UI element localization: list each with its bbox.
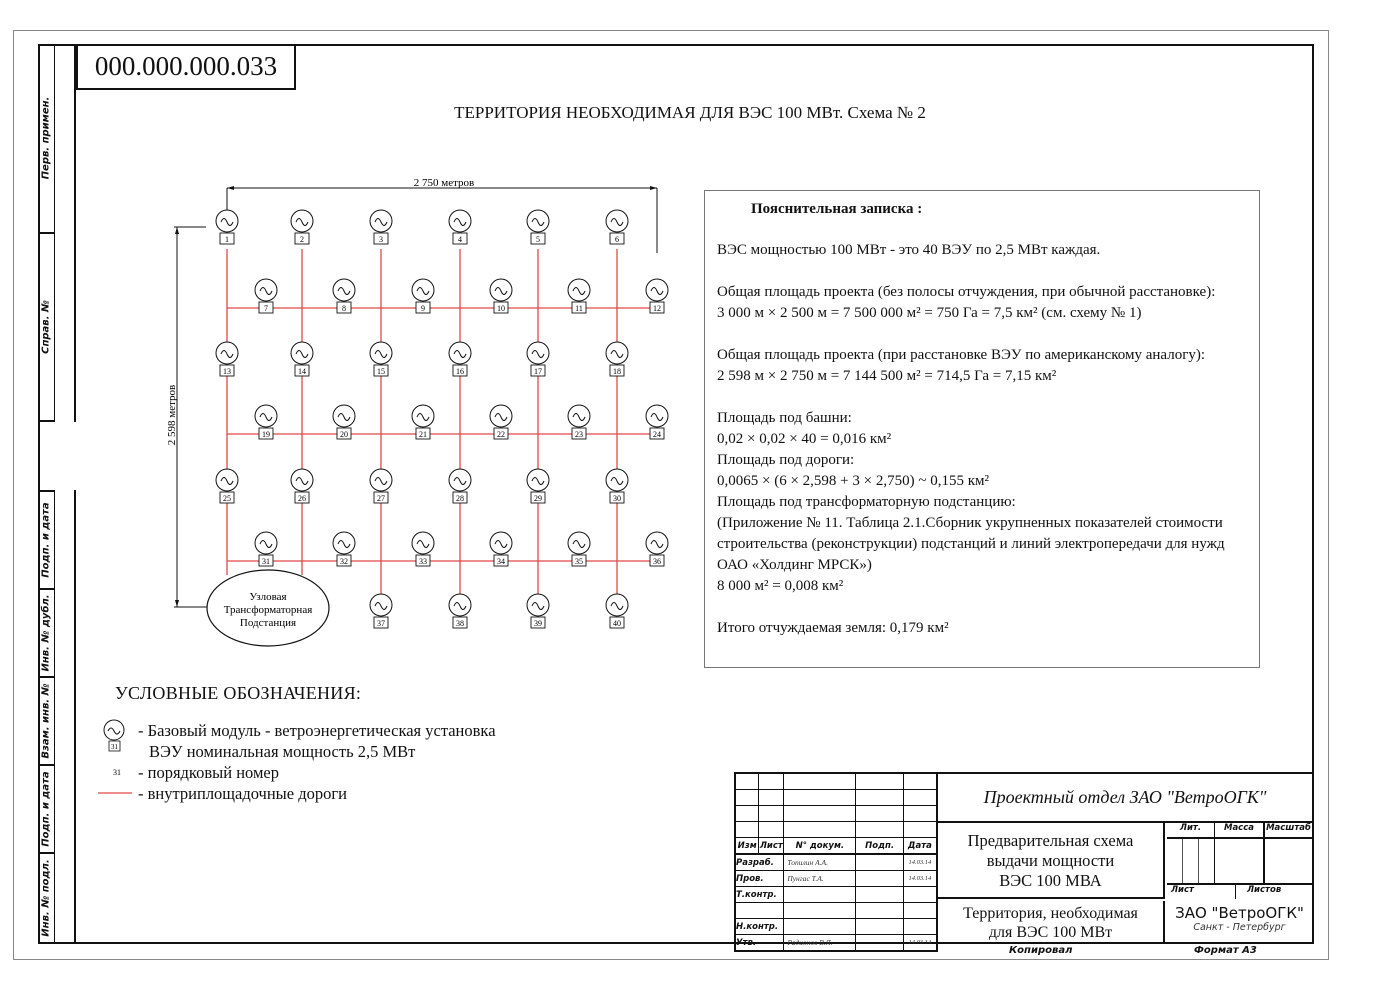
- note-line: Площадь под трансформаторную подстанцию:: [717, 494, 1016, 510]
- substation-label-line: Трансформаторная: [223, 604, 313, 616]
- revision-header: Дата: [903, 838, 937, 855]
- turbine[interactable]: [370, 210, 392, 244]
- side-cell: Подп. и дата: [38, 490, 54, 590]
- revision-empty-row: [735, 822, 937, 838]
- turbine[interactable]: [291, 210, 313, 244]
- signature-role: [735, 903, 784, 919]
- turbines: [216, 210, 668, 628]
- substation: [207, 570, 329, 646]
- lit-label: Лит.: [1167, 823, 1215, 839]
- signature-name: Радионов В.Я.: [784, 935, 856, 952]
- turbine[interactable]: [291, 342, 313, 376]
- signature-cell: [856, 854, 903, 871]
- turbine-number: 9: [421, 304, 425, 313]
- turbine-number: 23: [575, 430, 583, 439]
- turbine-number: 6: [615, 235, 619, 244]
- document-name-line: ВЭС 100 МВА: [999, 871, 1102, 890]
- turbine[interactable]: [606, 210, 628, 244]
- turbine[interactable]: [216, 342, 238, 376]
- signature-row: [735, 935, 937, 952]
- legend-sample-number: 31: [111, 743, 118, 751]
- signature-role: Н.контр.: [735, 919, 784, 935]
- turbine[interactable]: [527, 210, 549, 244]
- legend-title: УСЛОВНЫЕ ОБОЗНАЧЕНИЯ:: [115, 683, 362, 703]
- signature-date: [903, 919, 937, 935]
- turbine-number: 39: [534, 619, 542, 628]
- turbine-number: 22: [497, 430, 505, 439]
- signature-role: Утв.: [735, 935, 784, 952]
- revision-header-row: [735, 838, 937, 855]
- explanatory-note: [704, 190, 1260, 668]
- substation-label-line: Узловая: [249, 591, 287, 603]
- scale-label: Масштаб: [1265, 823, 1312, 839]
- mass-label: Масса: [1215, 823, 1265, 839]
- substation-label-line: Подстанция: [239, 617, 297, 629]
- signature-date: 14.03.14: [903, 935, 937, 952]
- note-line: 0,02 × 0,02 × 40 = 0,016 км²: [717, 431, 892, 447]
- turbine-number: 33: [419, 557, 427, 566]
- note-line: 3 000 м × 2 500 м = 7 500 000 м² = 750 Га = 7,5 км² (см. схему № 1): [717, 305, 1142, 321]
- legend-item-roads: - внутриплощадочные дороги: [138, 784, 347, 803]
- wind-farm-layout-diagram: [0, 0, 700, 680]
- copied-label: Копировал: [1009, 945, 1073, 956]
- turbine-number: 21: [419, 430, 427, 439]
- turbine-number: 28: [456, 494, 464, 503]
- company-name: ЗАО "ВетроОГК": [1175, 904, 1304, 922]
- turbine-number: 4: [458, 235, 462, 244]
- turbine[interactable]: [527, 342, 549, 376]
- turbine-number: 27: [377, 494, 385, 503]
- turbine[interactable]: [606, 342, 628, 376]
- company-cell: [1167, 901, 1312, 944]
- turbine-number: 24: [653, 430, 661, 439]
- signature-cell: [856, 903, 903, 919]
- turbine-number: 20: [340, 430, 348, 439]
- signature-date: 14.03.14: [903, 854, 937, 871]
- note-line: Площадь под дороги:: [717, 452, 855, 468]
- department-name: Проектный отдел ЗАО "ВетроОГК": [938, 774, 1312, 823]
- legend-item-turbine-power: ВЭУ номинальная мощность 2,5 МВт: [149, 742, 416, 761]
- signature-role: Разраб.: [735, 854, 784, 871]
- turbine-number: 37: [377, 619, 385, 628]
- note-line: Общая площадь проекта (без полосы отчуждения, при обычной расстановке):: [717, 284, 1216, 300]
- turbine-number: 40: [613, 619, 621, 628]
- sheet-name-line: для ВЭС 100 МВт: [988, 924, 1113, 941]
- turbine[interactable]: [291, 469, 313, 503]
- turbine-number: 35: [575, 557, 583, 566]
- signature-row: [735, 903, 937, 919]
- turbine-number: 32: [340, 557, 348, 566]
- turbine-number: 5: [536, 235, 540, 244]
- signature-row: [735, 854, 937, 871]
- title-block: [734, 772, 1314, 956]
- legend-items: [138, 720, 496, 804]
- signature-role: Пров.: [735, 871, 784, 887]
- signature-cell: [856, 935, 903, 952]
- turbine-number: 29: [534, 494, 542, 503]
- signature-row: [735, 871, 937, 887]
- turbine-number: 18: [613, 367, 621, 376]
- turbine-number: 30: [613, 494, 621, 503]
- sheets-label: Листов: [1247, 885, 1282, 895]
- turbine[interactable]: [527, 469, 549, 503]
- legend-item-turbine: - Базовый модуль - ветроэнергетическая установка: [138, 721, 496, 740]
- turbine-number: 8: [342, 304, 346, 313]
- signature-date: [903, 887, 937, 903]
- note-line: Общая площадь проекта (при расстановке ВЭУ по американскому аналогу):: [717, 347, 1206, 363]
- revision-empty-row: [735, 790, 937, 806]
- height-dimension-label: 2 598 метров: [166, 384, 178, 446]
- side-cell: Подп. и дата: [38, 766, 54, 854]
- revision-empty-row: [735, 806, 937, 822]
- turbine[interactable]: [606, 469, 628, 503]
- signature-name: Пунгас Т.А.: [784, 871, 856, 887]
- note-line: (Приложение № 11. Таблица 2.1.Сборник укрупненных показателей стоимости: [717, 515, 1223, 531]
- company-city: Санкт - Петербург: [1193, 922, 1286, 933]
- document-name-line: выдачи мощности: [986, 851, 1115, 870]
- note-line: 8 000 м² = 0,008 км²: [717, 578, 844, 594]
- revision-header: Лист: [759, 838, 784, 855]
- legend-order-number: 31: [113, 768, 121, 777]
- turbine-number: 3: [379, 235, 383, 244]
- revision-header: N° докум.: [784, 838, 856, 855]
- document-name: [938, 823, 1165, 899]
- sheet-name: [938, 901, 1165, 944]
- note-line: ОАО «Холдинг МРСК»): [717, 557, 872, 573]
- revision-header: Подп.: [856, 838, 903, 855]
- note-line: Итого отчуждаемая земля: 0,179 км²: [717, 620, 949, 636]
- signature-cell: [856, 887, 903, 903]
- turbine[interactable]: [370, 594, 392, 628]
- note-heading: Пояснительная записка :: [751, 201, 923, 217]
- turbine-number: 14: [298, 367, 306, 376]
- signature-row: [735, 887, 937, 903]
- turbine-number: 31: [262, 557, 270, 566]
- width-dimension-label: 2 750 метров: [413, 177, 475, 189]
- turbine-number: 13: [223, 367, 231, 376]
- turbine[interactable]: [449, 210, 471, 244]
- turbine-number: 38: [456, 619, 464, 628]
- legend-item-number: - порядковый номер: [138, 763, 279, 782]
- title-block-main: [936, 772, 1314, 944]
- signature-name: [784, 903, 856, 919]
- document-name-line: Предварительная схема: [967, 831, 1134, 850]
- turbine-number: 1: [225, 235, 229, 244]
- side-cell: Инв. № дубл.: [38, 590, 54, 678]
- drawing-title: ТЕРРИТОРИЯ НЕОБХОДИМАЯ ДЛЯ ВЭС 100 МВт. Схема № 2: [454, 103, 926, 122]
- turbine-number: 34: [497, 557, 505, 566]
- turbine-number: 7: [264, 304, 268, 313]
- turbine[interactable]: [370, 342, 392, 376]
- note-line: 0,0065 × (6 × 2,598 + 3 × 2,750) ~ 0,155 км²: [717, 473, 989, 489]
- note-line: строительства (реконструкции) подстанций и линий электропередачи для нужд: [717, 536, 1225, 552]
- turbine-number: 17: [534, 367, 542, 376]
- note-line: 2 598 м × 2 750 м = 7 144 500 м² = 714,5 Га = 7,15 км²: [717, 368, 1057, 384]
- turbine-number: 12: [653, 304, 661, 313]
- lit-mass-scale-grid: [1167, 823, 1312, 899]
- turbine-number: 26: [298, 494, 306, 503]
- side-cell: Справ. №: [38, 234, 54, 422]
- signature-date: [903, 903, 937, 919]
- signature-row: [735, 919, 937, 935]
- note-line: Площадь под башни:: [717, 410, 852, 426]
- note-line: ВЭС мощностью 100 МВт - это 40 ВЭУ по 2,5 МВт каждая.: [717, 242, 1101, 258]
- revision-header: Изм: [735, 838, 759, 855]
- side-cell: Инв. № подл.: [38, 854, 54, 944]
- turbine[interactable]: [216, 210, 238, 244]
- format-label: Формат А3: [1194, 945, 1257, 956]
- turbine-number: 16: [456, 367, 464, 376]
- signature-name: [784, 919, 856, 935]
- revision-empty-row: [735, 773, 937, 790]
- turbine-number: 10: [497, 304, 505, 313]
- turbine-number: 11: [575, 304, 583, 313]
- turbine[interactable]: [216, 469, 238, 503]
- note-body: [717, 240, 1247, 639]
- turbine-number: 25: [223, 494, 231, 503]
- signature-cell: [856, 871, 903, 887]
- side-cell: Взам. инв. №: [38, 678, 54, 766]
- turbine-number: 19: [262, 430, 270, 439]
- revision-table: [734, 772, 938, 952]
- turbine-number: 2: [300, 235, 304, 244]
- turbine[interactable]: [370, 469, 392, 503]
- turbine-number: 15: [377, 367, 385, 376]
- side-cell: Перв. примен.: [38, 44, 54, 234]
- signature-name: Топилин А.А.: [784, 854, 856, 871]
- sheet-label: Лист: [1167, 885, 1236, 899]
- signature-date: 14.03.14: [903, 871, 937, 887]
- turbine[interactable]: [449, 594, 471, 628]
- legend-symbols: [96, 718, 136, 808]
- signature-cell: [856, 919, 903, 935]
- turbine[interactable]: [449, 469, 471, 503]
- turbine[interactable]: [449, 342, 471, 376]
- turbine[interactable]: [606, 594, 628, 628]
- signature-role: Т.контр.: [735, 887, 784, 903]
- turbine[interactable]: [527, 594, 549, 628]
- signature-name: [784, 887, 856, 903]
- sheet-name-line: Территория, необходимая: [963, 905, 1138, 922]
- document-code: 000.000.000.033: [76, 44, 296, 90]
- turbine-number: 36: [653, 557, 661, 566]
